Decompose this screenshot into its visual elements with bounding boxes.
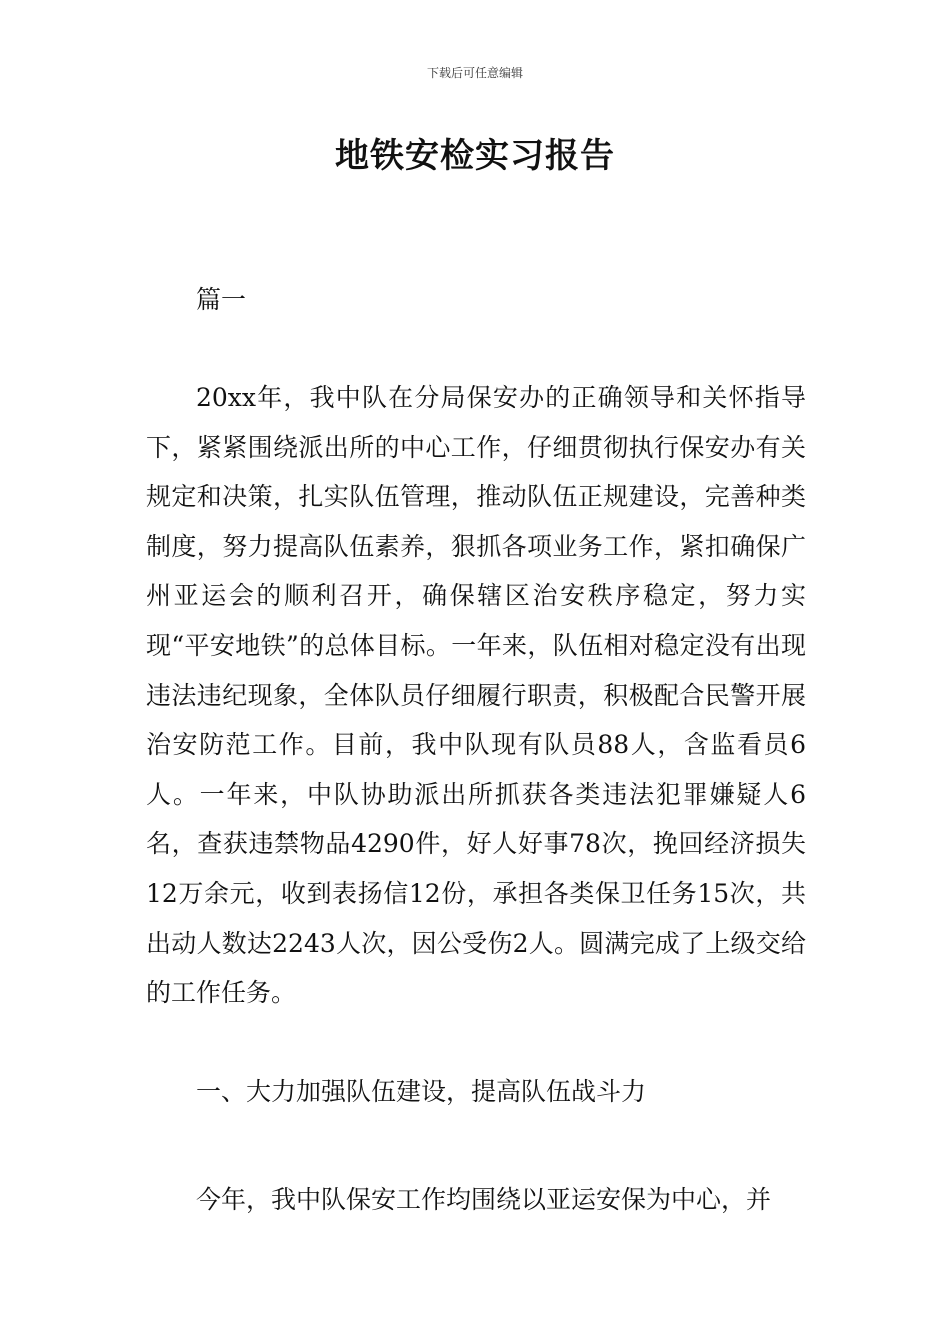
page-header-note: 下载后可任意编辑 [426,66,523,80]
body-paragraph-1: 20xx年，我中队在分局保安办的正确领导和关怀指导下，紧紧围绕派出所的中心工作，仔细贯彻执行保安办有关规定和决策，扎实队伍管理，推动队伍正规建设，完善种类制度，努力提高队伍素养，狠抓各项业务工作，紧扣确保广州亚运会的顺利召开，确保辖区治安秩序稳定，努力实现“平安地铁”的总体目标。一年来，队伍相对稳定没有出现违法违纪现象，全体队员仔细履行职责，积极配合民警开展治安防范工作。目前，我中队现有队员88人，含监看员6人。一年来，中队协助派出所抓获各类违法犯罪嫌疑人6名，查获违禁物品4290件，好人好事78次，挽回经济损失12万余元，收到表扬信12份，承担各类保卫任务15次，共出动人数达2243人次，因公受伤2人。圆满完成了上级交给的工作任务。 [146,383,806,1008]
section-label: 篇一 [196,285,247,314]
section-heading-1: 一、大力加强队伍建设，提高队伍战斗力 [196,1077,647,1106]
document-title: 地铁安检实习报告 [335,136,615,176]
body-paragraph-2: 今年，我中队保安工作均围绕以亚运安保为中心，并 [196,1185,772,1214]
